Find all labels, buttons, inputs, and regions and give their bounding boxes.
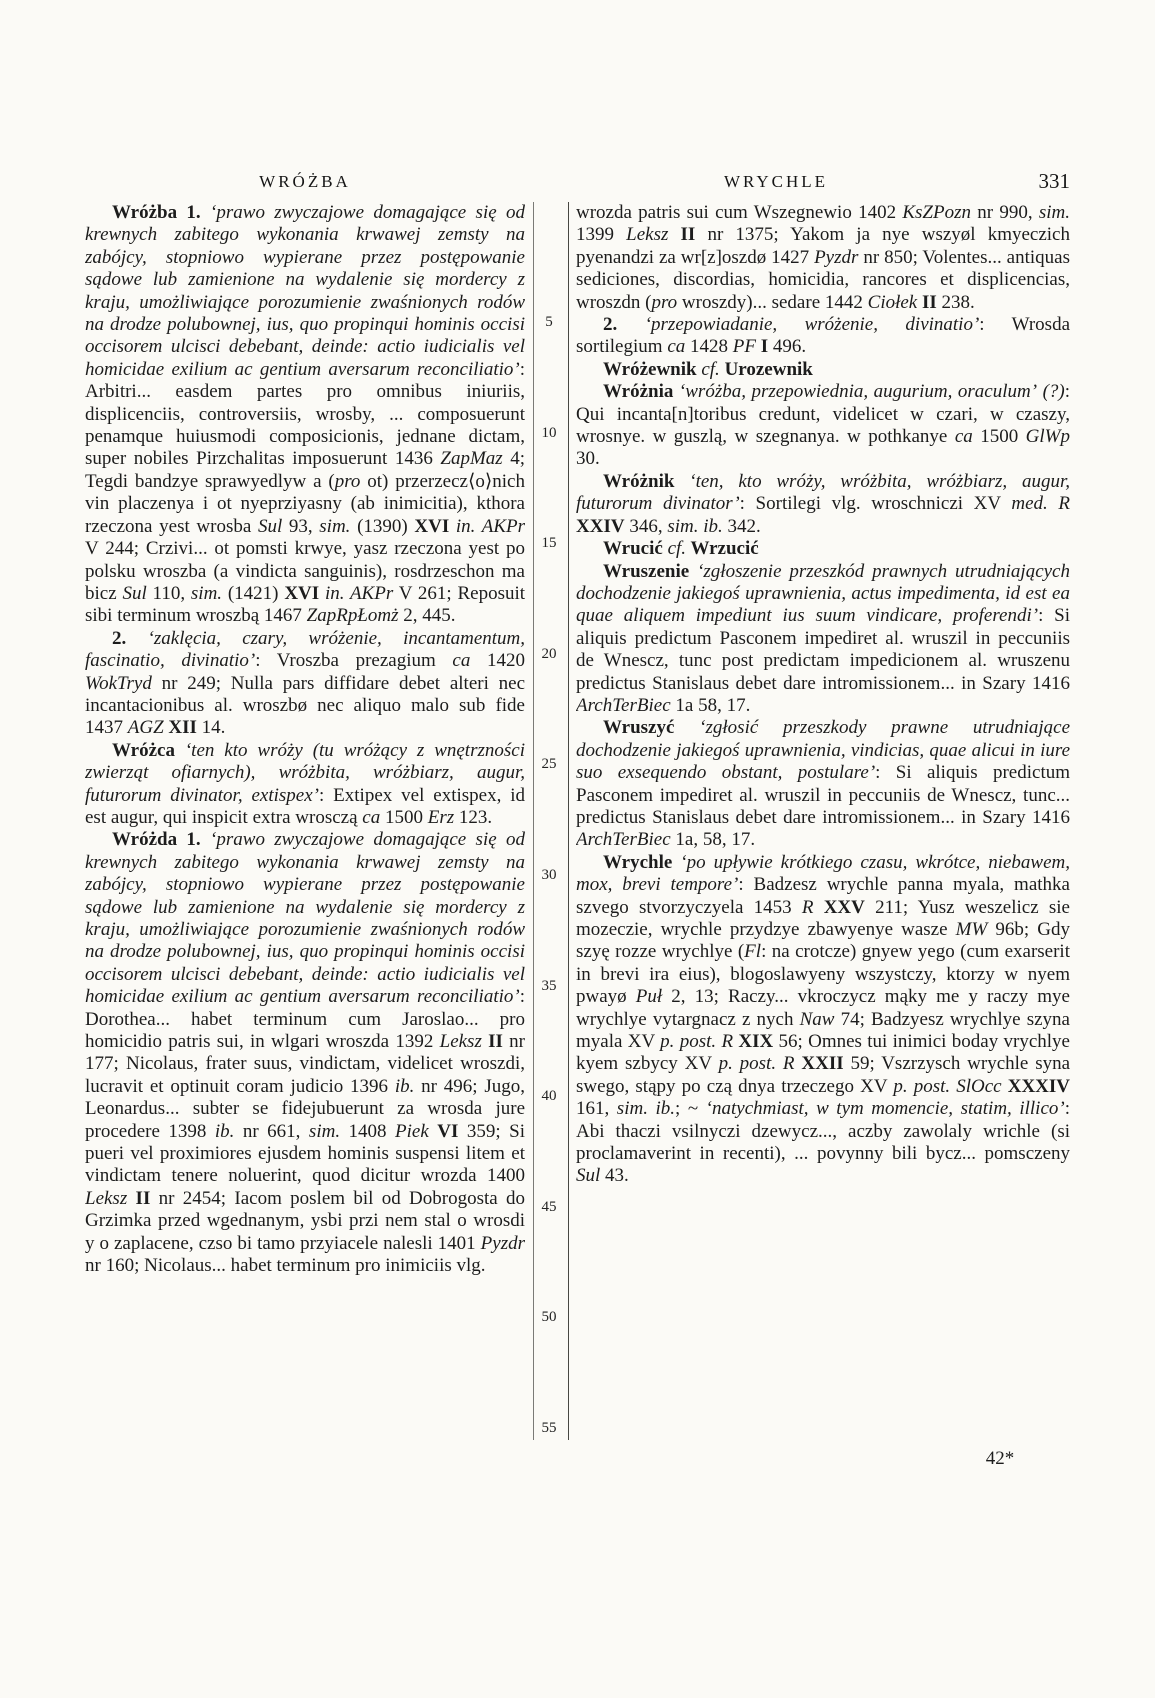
text-run: p. post. R bbox=[660, 1031, 734, 1053]
text-run: ; ~ bbox=[675, 1098, 706, 1120]
text-run: AGZ bbox=[127, 717, 164, 739]
text-run: 1420 bbox=[470, 650, 525, 672]
text-run: nr 661, bbox=[234, 1120, 309, 1142]
line-number: 55 bbox=[541, 1420, 557, 1436]
entry-paragraph bbox=[576, 852, 1070, 1188]
gutter-right-rule bbox=[568, 202, 569, 1440]
text-run: XVI bbox=[414, 515, 450, 537]
text-run: : Si aliquis predictum Pasconem impediret al. wruszil in peccuniis de Wnescz, tunc... predictus Stanislaus debet dare intromissionem... in Szary 1416 bbox=[576, 762, 1070, 828]
entry-paragraph bbox=[85, 628, 525, 740]
text-run: cf. bbox=[701, 358, 720, 380]
text-run: 342. bbox=[722, 515, 761, 537]
text-run: ca bbox=[954, 426, 973, 448]
text-run: (1390) bbox=[350, 515, 415, 537]
text-run: : Abi thaczi vsilnyczi dzewycz..., aczby zawolaly wrichle (si proclamaverint in recenti), ... povynny bili bycz... pomsczeny bbox=[576, 1098, 1070, 1165]
text-run: nr 160; Nicolaus... habet terminum pro inimiciis vlg. bbox=[85, 1255, 486, 1277]
text-run: Sul bbox=[257, 515, 283, 537]
text-run: V 261; Reposuit sibi terminum wroszbą 1467 bbox=[85, 582, 525, 627]
text-run bbox=[813, 897, 823, 918]
text-run: 161, bbox=[576, 1098, 617, 1120]
text-run: Wruszyć bbox=[603, 717, 700, 739]
text-run: ‘po upływie krótkiego czasu, wkrótce, niebawem, mox, brevi tempore’ bbox=[576, 851, 1070, 896]
text-run: Urozewnik bbox=[719, 358, 813, 380]
line-number: 25 bbox=[541, 756, 557, 773]
text-run: Wróżba 1. bbox=[112, 202, 211, 223]
text-run: XXII bbox=[801, 1053, 844, 1075]
text-run: in. AKPr bbox=[455, 515, 525, 537]
text-run: 1a, 58, 17. bbox=[670, 829, 756, 851]
text-run: nr 496; Jugo, Leonardus... subter se fidejubuerunt za wrosda jure procedere 1398 bbox=[85, 1075, 525, 1142]
left-text-column bbox=[85, 202, 525, 1446]
text-run: ZapMaz bbox=[440, 448, 503, 470]
gutter-left-rule bbox=[533, 202, 534, 1440]
text-run: Wróżewnik bbox=[603, 358, 702, 380]
text-run: : Vroszba prezagium bbox=[255, 650, 453, 672]
text-run: wroszdy)... sedare 1442 bbox=[677, 291, 868, 313]
text-run: Piek bbox=[395, 1120, 429, 1142]
text-run: Ciołek bbox=[867, 291, 918, 313]
text-run: Naw bbox=[799, 1008, 835, 1030]
text-run: Wróżnia bbox=[603, 381, 679, 403]
signature-mark: 42* bbox=[985, 1448, 1015, 1469]
text-run: sim. bbox=[308, 1120, 341, 1142]
text-run: ‘wróżba, przepowiednia, augurium, oraculum’ bbox=[678, 381, 1038, 403]
text-run: XII bbox=[168, 717, 197, 739]
text-run: II bbox=[680, 224, 696, 246]
text-run: 93, bbox=[282, 515, 320, 537]
text-run: nr 249; Nulla pars diffidare debet alteri nec incantacionibus al. wroszbø nec aliquo malo sub fide 1437 bbox=[85, 672, 525, 739]
text-run: 2. bbox=[112, 627, 148, 649]
text-run: 1a 58, 17. bbox=[670, 694, 751, 716]
text-run: Puł bbox=[635, 986, 663, 1008]
text-run: 1500 bbox=[380, 806, 428, 828]
text-run: Wróżda 1. bbox=[112, 829, 211, 851]
entry-paragraph bbox=[576, 561, 1070, 718]
text-run: 2. bbox=[603, 314, 645, 336]
right-text-column bbox=[576, 202, 1070, 1452]
text-run: ‘ten, kto wróży, wróżbita, wróżbiarz, augur, futurorum divinator’ bbox=[576, 470, 1070, 515]
text-run: : Sortilegi vlg. wroschniczi XV bbox=[739, 493, 1012, 515]
line-number: 50 bbox=[541, 1309, 557, 1326]
line-number: 5 bbox=[545, 314, 553, 330]
text-run: Sul bbox=[122, 582, 147, 604]
text-run: PF bbox=[732, 336, 756, 358]
text-run: ib. bbox=[214, 1120, 235, 1142]
text-run: ‘przepowiadanie, wróżenie, divinatio’ bbox=[644, 314, 980, 336]
text-run bbox=[127, 1188, 135, 1209]
line-number: 40 bbox=[541, 1088, 557, 1105]
page-number: 331 bbox=[1038, 169, 1070, 193]
text-run: 43. bbox=[600, 1165, 629, 1187]
entry-paragraph bbox=[85, 829, 525, 1277]
text-run: Wrzucić bbox=[686, 538, 759, 560]
text-run: (1421) bbox=[222, 582, 285, 604]
text-run: : Si aliquis predictum Pasconem impediret al. wruszil in peccuniis de Wnescz, tunc post predictam impedicionem al. wruszenu predictus Stanislaus debet dare intromissionem... in Szary 1416 bbox=[576, 605, 1070, 694]
entry-paragraph bbox=[576, 314, 1070, 359]
entry-paragraph bbox=[576, 359, 1070, 381]
text-run: Leksz bbox=[85, 1187, 128, 1209]
text-run: XVI bbox=[284, 582, 320, 604]
line-number: 45 bbox=[541, 1198, 557, 1215]
text-run: ‘zgłoszenie przeszkód prawnych utrudniających dochodzenie jakiegoś uprawnienia, actus impedimenta, id est ea quae aliquem impediunt ius suum vindicare, proferendi’ bbox=[576, 560, 1070, 627]
text-run: II bbox=[135, 1187, 151, 1209]
text-run: ca bbox=[667, 336, 686, 358]
running-head-left: WRÓŻBA bbox=[259, 172, 351, 191]
text-run: Wróżnik bbox=[603, 470, 690, 492]
text-run: VI bbox=[437, 1120, 459, 1142]
entry-paragraph bbox=[576, 381, 1070, 471]
text-run: Pyzdr bbox=[480, 1232, 525, 1254]
text-run: sim. bbox=[1038, 202, 1070, 223]
text-run: Leksz bbox=[626, 224, 669, 246]
text-run: : Arbitri... easdem partes pro omnibus iniuriis, displicenciis, controversiis, wrosby, ... composuerunt penamque huiusmodi composicionis, jednane dictam, super nobiles Pirzchalitas imposuerunt 1436 bbox=[85, 358, 525, 470]
text-run: : Dorothea... habet terminum cum Jaroslao... pro homicidio patris sui, in wlgari wroszda 1392 bbox=[85, 986, 525, 1053]
entry-paragraph bbox=[576, 538, 1070, 560]
text-run: : Badzesz wrychle panna myala, mathka szvego stvorzyczyela 1453 bbox=[576, 874, 1070, 918]
text-run: 359; Si pueri vel proximiores ejusdem hominis suspensi litem et vindictam tenere noluerint, quod dicitur wrozda 1400 bbox=[85, 1120, 525, 1187]
text-run: 30. bbox=[576, 448, 600, 470]
line-number: 30 bbox=[541, 867, 557, 883]
text-run: ArchTerBiec bbox=[576, 694, 671, 716]
text-run: XXIV bbox=[576, 515, 625, 537]
text-run: pro bbox=[334, 470, 361, 492]
text-run bbox=[449, 516, 456, 537]
text-run: ‘prawo zwyczajowe domagające się od krewnych zabitego wykonania krwawej zemsty na zabójcy, stopniowo wypierane przez postępowanie sądowe lub zamienione na wydalenie się mordercy z kraju, umożliwiające porozumienie zwaśnionych rodów na drodze polubownej, ius, quo propinqui hominis occisi occisorem ulcisci debebant, deinde: actio iudicialis vel homicidae exilium ac gentium aversarum reconciliatio’ bbox=[85, 202, 525, 380]
text-run: 2, 13; Raczy... vkroczycz mąky me y raczy mye wrychlye vytargnacz z nych bbox=[576, 986, 1070, 1030]
text-run: 211; Yusz weszelicz sie mozeczie, wrychle przydzye zbawyenye wasze bbox=[576, 896, 1070, 940]
text-run: Wruszenie bbox=[603, 560, 698, 582]
text-run: : Extipex vel extispex, id est augur, qui inspicit extra wrosczą bbox=[85, 784, 525, 828]
text-run: nr 850; Volentes... antiquas sediciones, discordias, homicidia, rancores et displicencias, wroszdn ( bbox=[576, 246, 1070, 313]
text-run: V 244; Crzivi... ot pomsti krwye, yasz rzeczona yest po polsku wroszba (a vindicta sanguinis), rosdrzeschon ma bicz bbox=[85, 538, 525, 604]
text-run: 1428 bbox=[685, 336, 733, 358]
text-run: 1408 bbox=[340, 1120, 396, 1142]
text-run: 2, 445. bbox=[398, 605, 456, 627]
text-run: Wrucić bbox=[603, 538, 668, 560]
text-run: Pyzdr bbox=[814, 246, 859, 268]
text-run: XXXIV bbox=[1007, 1075, 1070, 1097]
entry-paragraph bbox=[576, 717, 1070, 851]
text-run: ca bbox=[452, 650, 471, 672]
text-run: pro bbox=[651, 291, 678, 313]
text-run: : Wrosda sortilegium bbox=[576, 314, 1070, 358]
text-run: ‘natychmiast, w tym momencie, statim, illico’ bbox=[705, 1098, 1065, 1120]
entry-paragraph bbox=[576, 471, 1070, 538]
text-run: sim. ib. bbox=[667, 515, 723, 537]
text-run bbox=[668, 224, 680, 245]
text-run: I bbox=[760, 336, 769, 358]
line-number: 15 bbox=[541, 535, 557, 552]
text-run: 110, bbox=[146, 582, 191, 604]
text-run: Wrychle bbox=[603, 851, 681, 873]
text-run: sim. bbox=[319, 515, 351, 537]
text-run: MW bbox=[955, 919, 988, 940]
text-run: 4; Tegdi bandzye sprawyedlyw a ( bbox=[85, 448, 525, 492]
text-run: R bbox=[801, 896, 814, 918]
text-run: sim. ib. bbox=[616, 1098, 676, 1120]
text-run: ib. bbox=[394, 1075, 415, 1097]
text-run: ‘zaklęcia, czary, wróżenie, incantamentum, fascinatio, divinatio’ bbox=[85, 627, 525, 672]
text-run: nr 177; Nicolaus, frater suus, vindictam, videlicet wroszdi, lucravit et optinuit coram judicio 1396 bbox=[85, 1031, 525, 1097]
text-run: 1399 bbox=[576, 224, 627, 246]
text-run: Fl bbox=[744, 941, 762, 963]
text-run: ArchTerBiec bbox=[576, 829, 671, 851]
text-run: 74; Badzyesz wrychlye szyna myala XV bbox=[576, 1008, 1070, 1053]
entry-paragraph bbox=[85, 202, 525, 628]
line-number: 20 bbox=[541, 645, 557, 662]
text-run: II bbox=[922, 291, 937, 313]
text-run: : na crotcze) gnyew yego (cum exarserit in brevi ira eius), blogoslawyeny wszystczy, ktorzy w nyem pwayø bbox=[576, 941, 1070, 1008]
text-run: KsZPozn bbox=[902, 202, 971, 223]
text-run: cf. bbox=[667, 538, 687, 560]
text-run: ‘ten kto wróży (tu wróżący z wnętrzności zwierząt ofiarnych), wróżbita, wróżbiarz, augur, futurorum divinator, extispex’ bbox=[85, 739, 525, 806]
entry-paragraph bbox=[576, 202, 1070, 314]
text-run: 59; Vszrzysch wrychle syna swego, stąpy po czą dnya trzeczego XV bbox=[576, 1053, 1070, 1097]
text-run: 1500 bbox=[972, 426, 1026, 448]
text-run: 496. bbox=[768, 336, 807, 358]
text-run: nr 1375; Yakom ja nye wszyøl kmyeczich pyenandzi za wr[z]oszdø 1427 bbox=[576, 224, 1070, 268]
text-run: Erz bbox=[427, 806, 455, 828]
text-run: nr 990, bbox=[971, 202, 1039, 223]
text-run: 238. bbox=[936, 291, 975, 313]
text-run: wrozda patris sui cum Wszegnewio 1402 bbox=[576, 202, 903, 223]
line-number: 10 bbox=[541, 424, 557, 441]
text-run: II bbox=[488, 1031, 503, 1053]
text-run: p. post. SlOcc bbox=[893, 1075, 1002, 1097]
text-run: 96b; Gdy szyę rozze wrychlye ( bbox=[576, 919, 1070, 963]
text-run: XIX bbox=[738, 1031, 774, 1053]
line-number: 35 bbox=[541, 977, 557, 994]
text-run: p. post. R bbox=[718, 1053, 795, 1075]
text-run: (?) bbox=[1042, 381, 1065, 403]
text-run: Leksz bbox=[439, 1031, 482, 1053]
text-run: sim. bbox=[190, 582, 223, 604]
text-run: ‘prawo zwyczajowe domagające się od krewnych zabitego wykonania krwawej zemsty na zabójcy, stopniowo wypierane przez postępowanie sądowe lub zamienione na wydalenie się mordercy z kraju, umożliwiające porozumienie zwaśnionych rodów na drodze polubownej, ius, quo propinqui hominis occisi occisorem ulcisci debebant, deinde: actio iudicialis vel homicidae exilium ac gentium aversarum reconciliatio’ bbox=[85, 829, 525, 1008]
text-run: in. AKPr bbox=[324, 582, 394, 604]
text-run: WokTryd bbox=[85, 672, 152, 694]
text-run: Sul bbox=[576, 1165, 601, 1187]
text-run: med. R bbox=[1011, 493, 1070, 515]
running-head-right: WRYCHLE bbox=[723, 172, 829, 191]
text-run: Wróżca bbox=[112, 739, 185, 761]
text-run: 346, bbox=[624, 515, 668, 537]
text-run: ZapRpŁomż bbox=[306, 605, 399, 627]
text-run: ot) przerzecz⟨o⟩nich vin placzenya i ot nyeprziyasny (ab inimicitia), kthora rzeczona yest wrosba bbox=[85, 470, 525, 537]
text-run: ‘zgłosić przeszkody prawne utrudniające dochodzenie jakiegoś uprawnienia, vindicias, quae alicui in iure suo exsequendo obstant, postulare’ bbox=[576, 717, 1070, 784]
text-run: 123. bbox=[454, 806, 493, 828]
text-run: 14. bbox=[196, 717, 226, 739]
text-run: nr 2454; Iacom poslem bil od Dobrogosta do Grzimka przed wgednanym, ysbi przi nem stal o wrosdi y o zaplacene, czso bi tamo przyiacele nalesli 1401 bbox=[85, 1187, 525, 1254]
text-run: 56; Omnes tui inimici boday vrychlye kyem szbycy XV bbox=[576, 1031, 1070, 1075]
text-run: ca bbox=[362, 806, 381, 828]
text-run: : Qui incanta[n]toribus credunt, videlicet w czari, w czaszy, wrosnye. w guszlą, w szegnanya. w pothkanye bbox=[576, 381, 1070, 448]
text-run: GlWp bbox=[1025, 426, 1070, 448]
text-run: XXV bbox=[823, 896, 865, 918]
entry-paragraph bbox=[85, 740, 525, 830]
